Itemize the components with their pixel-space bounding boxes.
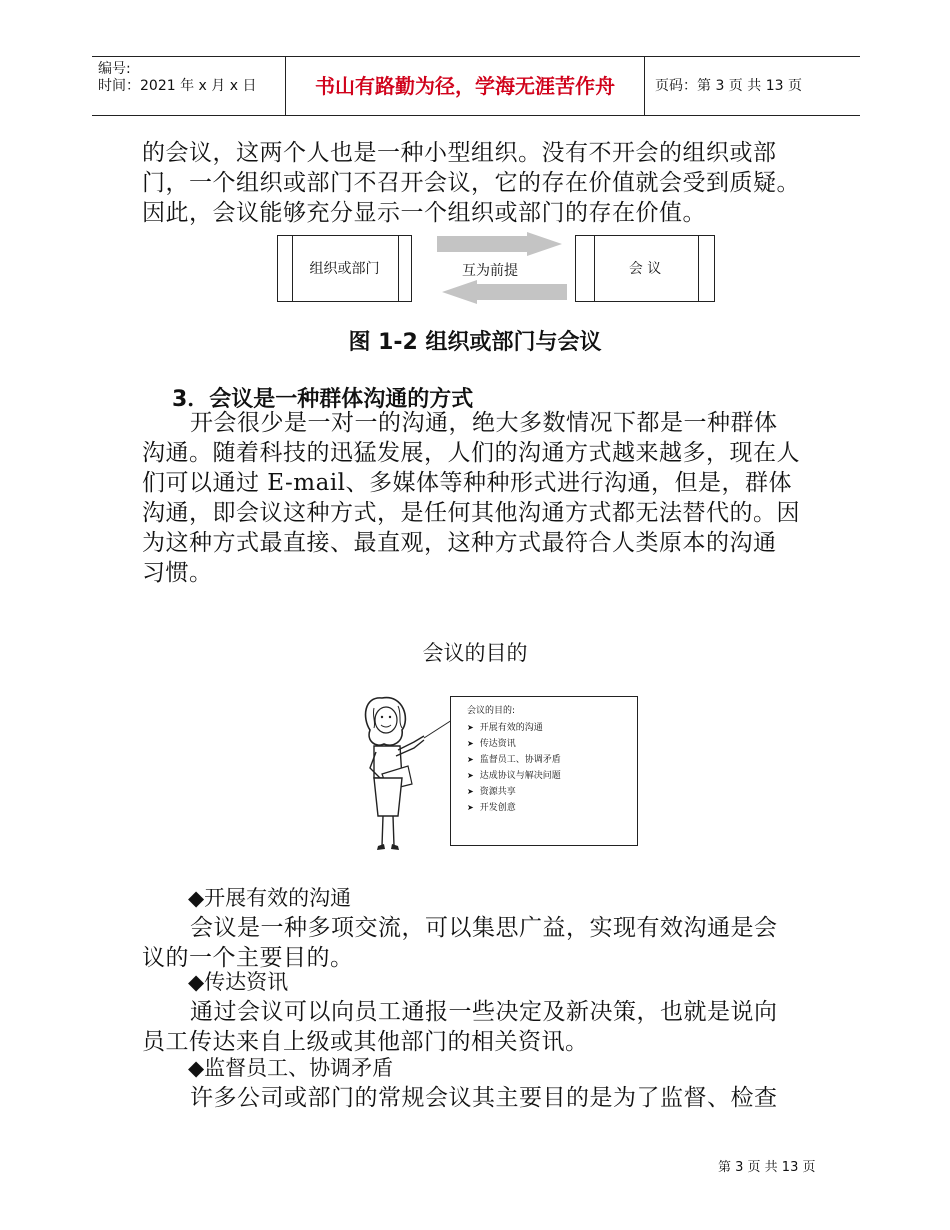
- bullet-heading: ◆传达资讯: [188, 970, 289, 994]
- body-paragraph: [142, 913, 812, 973]
- board-list: [467, 720, 637, 816]
- purpose-board: [450, 696, 638, 846]
- text-line: 的会议，这两个人也是一种小型组织。没有不开会的组织或部: [142, 140, 777, 166]
- text-line: 为这种方式最直接、最直观，这种方式最符合人类原本的沟通: [142, 530, 777, 556]
- text-line: 门，一个组织或部门不召开会议，它的存在价值就会受到质疑。: [142, 170, 800, 196]
- bullet-heading: ◆开展有效的沟通: [188, 886, 352, 910]
- body-paragraph: [142, 997, 812, 1057]
- text-line: 员工传达来自上级或其他部门的相关资讯。: [142, 1029, 589, 1055]
- purpose-title: 会议的目的: [422, 641, 528, 665]
- header-meta: [92, 57, 285, 115]
- page-footer: 第 3 页 共 13 页: [718, 1160, 816, 1175]
- board-item: ➤ 达成协议与解决问题: [467, 768, 637, 784]
- page-header: [92, 56, 860, 116]
- text-line: 许多公司或部门的常规会议其主要目的是为了监督、检查: [190, 1085, 778, 1111]
- meeting-box: [575, 235, 715, 302]
- board-item: ➤ 开发创意: [467, 800, 637, 816]
- text-line: 通过会议可以向员工通报一些决定及新决策，也就是说向: [190, 999, 778, 1025]
- text-line: 沟通，即会议这种方式，是任何其他沟通方式都无法替代的。因: [142, 500, 800, 526]
- board-item: ➤ 监督员工、协调矛盾: [467, 752, 637, 768]
- text-line: 因此，会议能够充分显示一个组织或部门的存在价值。: [142, 200, 706, 226]
- text-line: 议的一个主要目的。: [142, 945, 354, 971]
- number-label: 编号:: [98, 61, 131, 77]
- header-page-info: 页码：第 3 页 共 13 页: [655, 78, 802, 94]
- text-line: 们可以通过 E-mail、多媒体等种种形式进行沟通，但是，群体: [142, 470, 793, 496]
- text-line: 开会很少是一对一的沟通，绝大多数情况下都是一种群体: [190, 410, 778, 436]
- body-paragraph: [142, 1083, 812, 1113]
- meeting-box-label: 会 议: [628, 261, 662, 277]
- intro-paragraph: [142, 138, 812, 228]
- text-line: 沟通。随着科技的迅猛发展，人们的沟通方式越来越多，现在人: [142, 440, 800, 466]
- presenter-illustration-icon: [352, 686, 462, 866]
- header-motto: 书山有路勤为径，学海无涯苦作舟: [285, 57, 645, 115]
- text-line: 会议是一种多项交流，可以集思广益，实现有效沟通是会: [190, 915, 778, 941]
- arrow-label: 互为前提: [462, 263, 518, 279]
- board-item: ➤ 开展有效的沟通: [467, 720, 637, 736]
- figure-org-meeting: [277, 232, 717, 304]
- section-paragraph: [142, 408, 812, 588]
- figure-presenter: [352, 686, 642, 866]
- text-line: 习惯。: [142, 560, 213, 586]
- board-item: ➤ 资源共享: [467, 784, 637, 800]
- org-box-label: 组织或部门: [309, 261, 380, 277]
- figure-caption: 图 1-2 组织或部门与会议: [348, 330, 602, 355]
- section-heading: 3．会议是一种群体沟通的方式: [172, 387, 474, 412]
- board-title: 会议的目的:: [467, 706, 516, 716]
- bullet-heading: ◆监督员工、协调矛盾: [188, 1056, 394, 1080]
- org-box: [277, 235, 412, 302]
- time-label: 时间：2021 年 x 月 x 日: [98, 78, 257, 94]
- board-item: ➤ 传达资讯: [467, 736, 637, 752]
